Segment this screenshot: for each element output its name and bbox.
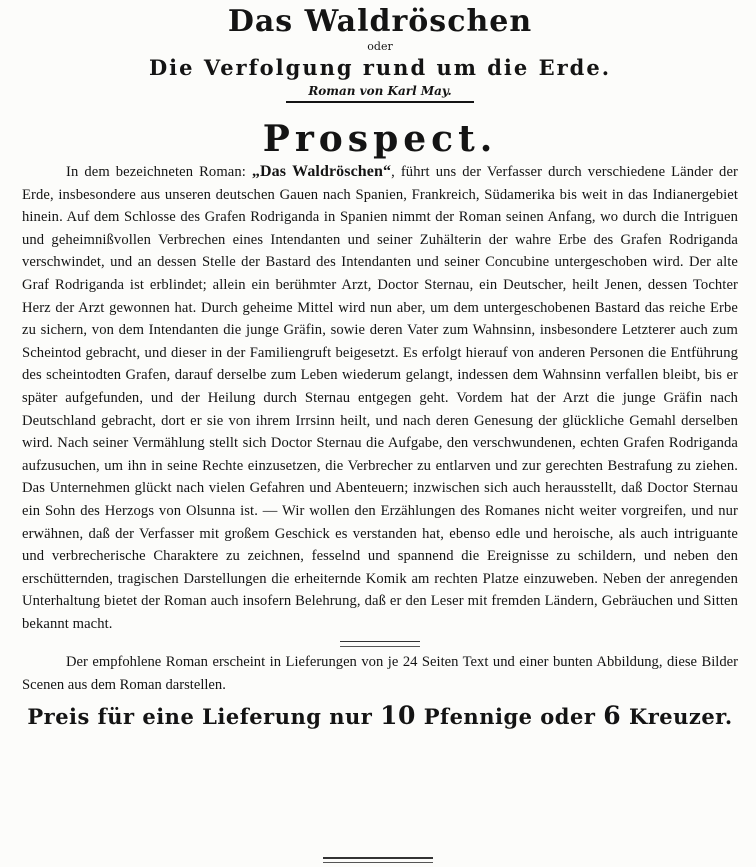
book-subtitle: Die Verfolgung rund um die Erde. <box>148 55 612 80</box>
author-text: Roman von Karl May. <box>286 83 473 103</box>
delivery-notice: Der empfohlene Roman erscheint in Lieferungen von je 24 Seiten Text und einer bunten Abbildung, diese Bilder Scenen aus dem Roman darstellen. <box>22 654 738 694</box>
title-connector: oder <box>367 40 393 53</box>
prospect-quoted-title: „Das Waldröschen“ <box>251 163 392 180</box>
prospect-intro: In dem bezeichneten Roman: <box>66 164 252 180</box>
book-title: Das Waldröschen <box>227 4 533 39</box>
section-divider <box>340 641 420 647</box>
price-prefix: Preis für eine Lieferung nur <box>27 703 373 729</box>
prospect-body <box>22 161 738 635</box>
price-kreuzer-unit: Kreuzer. <box>628 703 733 729</box>
author-line <box>22 83 738 103</box>
price-kreuzer-amount: 6 <box>603 700 622 730</box>
price-line <box>22 701 738 732</box>
bottom-rule <box>323 857 433 863</box>
price-pfennig-amount: 10 <box>380 700 416 730</box>
prospect-heading: Prospect. <box>262 118 498 160</box>
price-pfennig-unit: Pfennige oder <box>423 703 596 729</box>
prospect-text: , führt uns der Verfasser durch verschiedene Länder der Erde, insbesondere aus unseren deutschen Gauen nach Spanien, Frankreich, Südamerika bis weit in das Indianergebiet hinein. Auf dem Schlosse des Grafen Rodriganda in Spanien nimmt der Roman seinen Anfang, wo durch die Intriguen und geheimnißvollen Verbrechen eines Intendanten und seiner Zuhälterin der wahre Erbe des Grafen Rodriganda verschwindet, und an dessen Stelle der Bastard des Intendanten und seiner Concubine untergeschoben wird. Der alte Graf Rodriganda ist erblindet; allein ein berühmter Arzt, Doctor Sternau, ein Deutscher, heilt Jenen, dessen Tochter Herz der Arzt gewonnen hat. Durch geheime Mittel wird nun aber, um dem untergeschobenen Bastard das reiche Erbe zu sichern, von dem Intendanten die junge Gräfin, sowie deren Vater zum Wahnsinn, insbesondere Letzterer auch zum Scheintod gebracht, und dieser in der Familiengruft beigesetzt. Es erfolgt hierauf von anderen Personen die Entführung des scheintodten Grafen, darauf derselbe zum Leben wiederum gelangt, indessen dem Wahnsinn verfallen bleibt, bis er später aufgefunden, und der Heilung durch Sternau entgegen geht. Vordem hat der Arzt die junge Gräfin nach Deutschland gebracht, dort er sie von ihrem Irrsinn heilt, und nach deren Genesung der glückliche Gemahl derselben wird. Nach seiner Vermählung stellt sich Doctor Sternau die Aufgabe, den verschwundenen, echten Grafen Rodriganda aufzusuchen, um ihn in seine Rechte einzusetzen, die Verbrecher zu entlarven und zur gerechten Bestrafung zu ziehen. Das Unternehmen glückt nach vielen Gefahren und Abenteuern; inzwischen sich auch herausstellt, daß Doctor Sternau ein Sohn des Herzogs von Olsunna ist. — Wir wollen den Erzählungen des Romanes nicht weiter vorgreifen, und nur erwähnen, daß der Verfasser mit großem Geschick es verstanden hat, ebenso edle und heroische, als auch intriguante und verbrecherische Charaktere zu zeichnen, fesselnd und spannend die Ereignisse zu schildern, und neben den erschütternden, tragischen Darstellungen die erheiternde Komik am rechten Platze einzuweben. Neben der anregenden Unterhaltung bietet der Roman auch insofern Belehrung, daß er den Leser mit fremden Ländern, Gebräuchen und Sitten bekannt macht. <box>22 164 738 632</box>
